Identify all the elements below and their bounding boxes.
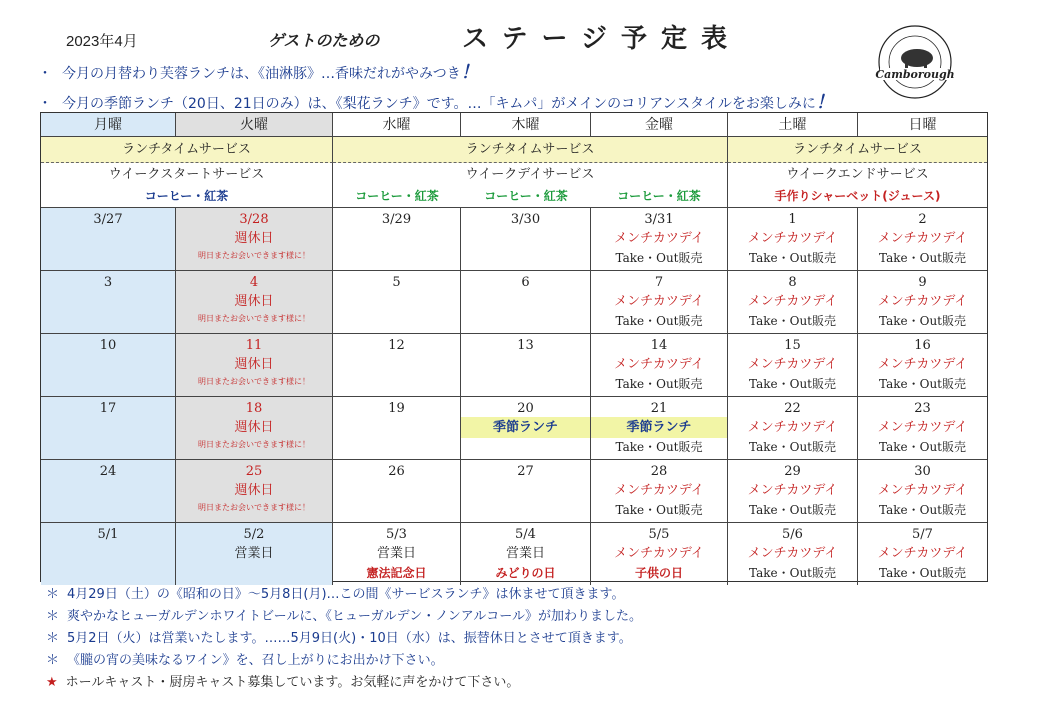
holiday-label: 週休日 bbox=[234, 357, 274, 372]
date-number: 22 bbox=[784, 401, 801, 416]
see-you-note: 明日またお会いできます様に！ bbox=[198, 377, 310, 386]
footer-note bbox=[46, 628, 642, 650]
date-number: 5/7 bbox=[912, 527, 933, 542]
date-number: 23 bbox=[914, 401, 931, 416]
day-cell bbox=[461, 208, 591, 271]
menchi-label: メンチカツデイ bbox=[614, 357, 704, 372]
day-cell bbox=[41, 397, 176, 460]
day-cell bbox=[461, 460, 591, 523]
drink-thu: コーヒー・紅茶 bbox=[461, 186, 591, 208]
footer-note bbox=[46, 606, 642, 628]
footer-note bbox=[46, 584, 642, 606]
day-cell bbox=[728, 208, 858, 271]
day-header-sun: 日曜 bbox=[858, 113, 987, 137]
season-lunch-label: 季節ランチ bbox=[461, 417, 590, 438]
day-cell bbox=[728, 334, 858, 397]
day-cell bbox=[591, 208, 728, 271]
date-number: 18 bbox=[245, 401, 263, 416]
takeout-label: Take・Out販売 bbox=[879, 377, 966, 391]
date-number: 3/28 bbox=[239, 212, 269, 227]
day-cell bbox=[858, 397, 987, 460]
day-cell bbox=[41, 208, 176, 271]
date-number: 20 bbox=[517, 401, 534, 416]
menchi-label: メンチカツデイ bbox=[877, 546, 968, 561]
drink-wed: コーヒー・紅茶 bbox=[333, 186, 461, 208]
logo-wordmark: Camborough bbox=[875, 68, 955, 81]
date-number: 3/30 bbox=[510, 212, 541, 227]
note-text: 4月29日（土）の《昭和の日》～5月8日(月)…この間《サービスランチ》は休ませて頂きます。 bbox=[67, 587, 625, 602]
takeout-label: Take・Out販売 bbox=[749, 251, 836, 265]
day-cell bbox=[728, 397, 858, 460]
see-you-note: 明日またお会いできます様に！ bbox=[198, 251, 310, 260]
menchi-label: メンチカツデイ bbox=[747, 546, 838, 561]
date-number: 10 bbox=[99, 338, 117, 353]
monthly-lunch-note bbox=[38, 58, 479, 84]
day-cell bbox=[461, 523, 591, 585]
day-cell bbox=[176, 208, 333, 271]
day-cell bbox=[461, 271, 591, 334]
holiday-label: 週休日 bbox=[234, 483, 274, 498]
note-text: 5月2日（火）は営業いたします。……5月9日(火)・10日（水）は、振替休日とさせて頂きます。 bbox=[67, 631, 632, 646]
date-number: 24 bbox=[99, 464, 117, 479]
menchi-label: メンチカツデイ bbox=[747, 420, 838, 435]
service-weekday: ランチタイムサービス bbox=[333, 137, 728, 163]
menchi-label: メンチカツデイ bbox=[614, 231, 704, 246]
day-cell bbox=[591, 460, 728, 523]
date-number: 19 bbox=[388, 401, 405, 416]
open-day-label: 営業日 bbox=[234, 546, 274, 561]
day-header-thu: 木曜 bbox=[461, 113, 591, 137]
day-cell bbox=[461, 397, 591, 460]
day-cell bbox=[591, 397, 728, 460]
menchi-label: メンチカツデイ bbox=[747, 294, 838, 309]
holiday-name: みどりの日 bbox=[495, 566, 556, 580]
see-you-note: 明日またお会いできます様に！ bbox=[198, 503, 310, 512]
day-cell bbox=[333, 460, 461, 523]
takeout-label: Take・Out販売 bbox=[749, 440, 836, 454]
takeout-label: Take・Out販売 bbox=[879, 566, 966, 580]
date-number: 2 bbox=[918, 212, 927, 227]
date-number: 5/2 bbox=[243, 527, 265, 542]
day-cell bbox=[858, 523, 987, 585]
date-number: 14 bbox=[650, 338, 668, 353]
note-mark: ＊ bbox=[46, 653, 60, 668]
date-number: 15 bbox=[784, 338, 801, 353]
menchi-label: メンチカツデイ bbox=[747, 483, 838, 498]
takeout-label: Take・Out販売 bbox=[749, 566, 836, 580]
day-cell bbox=[333, 208, 461, 271]
takeout-label: Take・Out販売 bbox=[615, 440, 703, 454]
menchi-label: メンチカツデイ bbox=[877, 420, 968, 435]
day-header-sat: 土曜 bbox=[728, 113, 858, 137]
menchi-label: メンチカツデイ bbox=[614, 483, 704, 498]
date-number: 7 bbox=[654, 275, 664, 290]
date-number: 3/29 bbox=[381, 212, 412, 227]
takeout-label: Take・Out販売 bbox=[615, 314, 703, 328]
weekstart-service-label: ウイークスタートサービス bbox=[41, 163, 333, 186]
date-number: 1 bbox=[788, 212, 797, 227]
day-cell bbox=[176, 271, 333, 334]
date-number: 27 bbox=[517, 464, 534, 479]
date-number: 25 bbox=[245, 464, 263, 479]
recruit-note bbox=[46, 672, 642, 694]
date-number: 21 bbox=[650, 401, 668, 416]
holiday-name: 憲法記念日 bbox=[366, 566, 427, 580]
holiday-label: 週休日 bbox=[234, 231, 274, 246]
open-day-label: 営業日 bbox=[505, 546, 545, 561]
date-number: 28 bbox=[650, 464, 668, 479]
day-cell bbox=[591, 334, 728, 397]
weekend-service-label: ウイークエンドサービス bbox=[786, 167, 929, 182]
exclamation: ！ bbox=[815, 92, 834, 113]
holiday-label: 週休日 bbox=[234, 294, 274, 309]
menchi-label: メンチカツデイ bbox=[877, 294, 968, 309]
note-text: 《朧の宵の美味なるワイン》を、召し上がりにお出かけ下さい。 bbox=[67, 653, 444, 668]
date-number: 30 bbox=[914, 464, 931, 479]
day-cell bbox=[176, 523, 333, 585]
page-title: ステージ予定表 bbox=[462, 24, 741, 54]
day-cell bbox=[176, 397, 333, 460]
menchi-label: メンチカツデイ bbox=[747, 357, 838, 372]
day-cell bbox=[728, 460, 858, 523]
guest-label: ゲストのための bbox=[268, 31, 380, 50]
takeout-label: Take・Out販売 bbox=[879, 440, 966, 454]
footer-note bbox=[46, 650, 642, 672]
day-header-fri: 金曜 bbox=[591, 113, 728, 137]
day-header-mon: 月曜 bbox=[41, 113, 176, 137]
date-number: 3/31 bbox=[644, 212, 674, 227]
note-mark: ＊ bbox=[46, 609, 60, 624]
day-cell bbox=[858, 271, 987, 334]
open-day-label: 営業日 bbox=[376, 546, 416, 561]
takeout-label: Take・Out販売 bbox=[879, 314, 966, 328]
note-mark: ＊ bbox=[46, 587, 60, 602]
day-cell bbox=[858, 208, 987, 271]
date-number: 5/5 bbox=[648, 527, 670, 542]
month-label: 2023年4月 bbox=[66, 33, 138, 50]
see-you-note: 明日またお会いできます様に！ bbox=[198, 314, 310, 323]
date-number: 5/4 bbox=[515, 527, 536, 542]
see-you-note: 明日またお会いできます様に！ bbox=[198, 440, 310, 449]
day-cell bbox=[176, 334, 333, 397]
note-mark: ＊ bbox=[46, 631, 60, 646]
date-number: 29 bbox=[784, 464, 801, 479]
date-number: 11 bbox=[245, 338, 263, 353]
takeout-label: Take・Out販売 bbox=[749, 377, 836, 391]
takeout-label: Take・Out販売 bbox=[749, 314, 836, 328]
holiday-label: 週休日 bbox=[234, 420, 274, 435]
date-number: 12 bbox=[388, 338, 405, 353]
day-cell bbox=[41, 334, 176, 397]
date-number: 5/6 bbox=[782, 527, 803, 542]
day-cell bbox=[333, 334, 461, 397]
exclamation: ！ bbox=[460, 62, 479, 83]
day-cell bbox=[858, 460, 987, 523]
day-cell bbox=[333, 397, 461, 460]
holiday-name: 子供の日 bbox=[634, 566, 683, 580]
schedule-calendar bbox=[40, 112, 988, 582]
date-number: 4 bbox=[249, 275, 259, 290]
takeout-label: Take・Out販売 bbox=[615, 377, 703, 391]
note-text: 爽やかなヒューガルデンホワイトビールに、《ヒューガルデン・ノンアルコール》が加わりました。 bbox=[67, 609, 643, 624]
bullet: ・ bbox=[38, 96, 52, 112]
date-number: 5 bbox=[392, 275, 401, 290]
day-cell bbox=[41, 460, 176, 523]
day-cell bbox=[728, 271, 858, 334]
takeout-label: Take・Out販売 bbox=[879, 251, 966, 265]
date-number: 8 bbox=[788, 275, 797, 290]
menchi-label: メンチカツデイ bbox=[614, 546, 704, 561]
day-cell bbox=[333, 523, 461, 585]
note-text: ホールキャスト・厨房キャスト募集しています。お気軽に声をかけて下さい。 bbox=[65, 675, 520, 690]
takeout-label: Take・Out販売 bbox=[749, 503, 836, 517]
menchi-label: メンチカツデイ bbox=[877, 483, 968, 498]
drink-weekstart: コーヒー・紅茶 bbox=[41, 186, 333, 208]
day-header-wed: 水曜 bbox=[333, 113, 461, 137]
date-number: 17 bbox=[99, 401, 117, 416]
day-cell bbox=[333, 271, 461, 334]
weekday-service-label: ウイークデイサービス bbox=[333, 163, 728, 186]
note-text: 今月の季節ランチ（20日、21日のみ）は、《梨花ランチ》です。…「キムパ」がメインのコリアンスタイルをお楽しみに bbox=[62, 96, 816, 112]
day-cell bbox=[858, 334, 987, 397]
day-cell bbox=[461, 334, 591, 397]
date-number: 13 bbox=[517, 338, 534, 353]
date-number: 3 bbox=[103, 275, 113, 290]
day-cell bbox=[728, 523, 858, 585]
service-weekstart: ランチタイムサービス bbox=[41, 137, 333, 163]
date-number: 3/27 bbox=[93, 212, 123, 227]
day-header-tue: 火曜 bbox=[176, 113, 333, 137]
season-lunch-note bbox=[38, 88, 834, 114]
date-number: 6 bbox=[521, 275, 530, 290]
date-number: 26 bbox=[388, 464, 405, 479]
day-cell bbox=[176, 460, 333, 523]
service-weekend: ランチタイムサービス bbox=[728, 137, 987, 163]
star-icon: ★ bbox=[46, 675, 58, 690]
drink-weekend: 手作りシャーベット(ジュース) bbox=[728, 186, 987, 208]
date-number: 5/3 bbox=[386, 527, 407, 542]
date-number: 16 bbox=[914, 338, 931, 353]
day-cell bbox=[591, 271, 728, 334]
menchi-label: メンチカツデイ bbox=[747, 231, 838, 246]
menchi-label: メンチカツデイ bbox=[877, 357, 968, 372]
day-cell bbox=[591, 523, 728, 585]
day-cell bbox=[41, 523, 176, 585]
bullet: ・ bbox=[38, 66, 52, 82]
menchi-label: メンチカツデイ bbox=[614, 294, 704, 309]
date-number: 9 bbox=[918, 275, 927, 290]
season-lunch-label: 季節ランチ bbox=[591, 417, 727, 438]
day-cell bbox=[41, 271, 176, 334]
footer-notes bbox=[46, 584, 642, 694]
menchi-label: メンチカツデイ bbox=[877, 231, 968, 246]
note-text: 今月の月替わり芙蓉ランチは、《油淋豚》…香味だれがやみつき bbox=[62, 66, 461, 82]
drink-fri: コーヒー・紅茶 bbox=[591, 186, 728, 208]
date-number: 5/1 bbox=[97, 527, 119, 542]
logo-text bbox=[872, 22, 958, 102]
takeout-label: Take・Out販売 bbox=[615, 251, 703, 265]
takeout-label: Take・Out販売 bbox=[879, 503, 966, 517]
takeout-label: Take・Out販売 bbox=[615, 503, 703, 517]
